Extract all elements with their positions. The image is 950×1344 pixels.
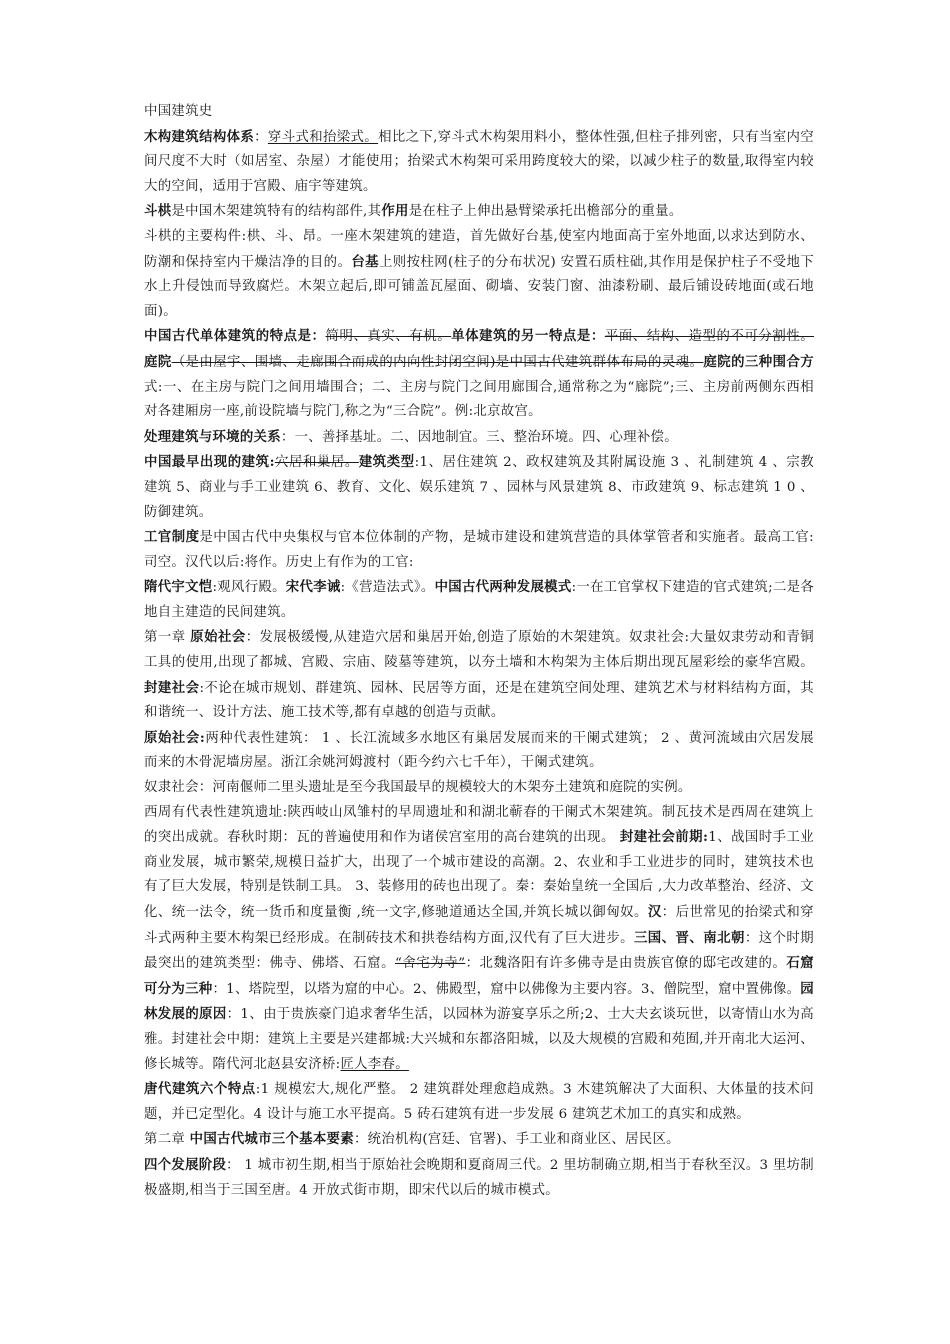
term-development-modes: 中国古代两种发展模式 [434,579,572,596]
term-four-stages: 四个发展阶段 [144,1156,227,1173]
term-platform: 台基 [351,253,379,270]
text: ： 1 城市初生期,相当于原始社会晚期和夏商周三代。2 里坊制确立期,相当于春秋至汉。3 里坊制极盛期,相当于三国至唐。4 开放式街市期，即宋代以后的城市模式。 [144,1157,814,1198]
term-official-system: 工官制度 [144,529,200,546]
text: :《营造法式》。 [340,580,435,596]
text: 是中国古代中央集权与官本位体制的产物，是城市建设和建筑营造的具体掌管者和实施者。最高工官:司空。汉代以后:将作。历史上有作为的工官: [144,530,814,570]
text: 式:一、在主房与院门之间用墙围合；二、主房与院门之间用廊围合,通常称之为“廊院”;三、主房前两侧东西相对各建厢房一座,前设院墙与院门,称之为“三合院”。例:北京故宫。 [144,379,814,420]
term-courtyard-enclosure: 庭院的三种围合方 [703,353,814,370]
text: :观风行殿。 [212,580,286,596]
underlined-text: 穿斗式和抬梁式。 [267,129,379,145]
term-garden-reasons: 园林发展的原因 [144,980,814,1023]
document-title: 中国建筑史 [144,104,213,119]
struck-text: 穴居和巢居。 [274,455,359,471]
text: 是在柱子上伸出悬臂梁承托出檐部分的重量。 [408,204,683,220]
term-three-kingdoms: 三国、晋、南北朝 [633,929,745,946]
term-primitive-society-2: 原始社会: [144,729,206,746]
paragraph-primitive-society [144,726,814,776]
text: 两种代表性建筑： 1 、长江流域多水地区有巢居发展而来的干阑式建筑； 2 、黄河流域由穴居发展而来的木骨泥墙房屋。浙江余姚河姆渡村（距今约六七千年），干阑式建筑。 [144,730,814,771]
term-function: 作用 [381,203,409,220]
text: ：1、塔院型，以塔为窟的中心。2、佛殿型，窟中以佛像为主要内容。3、僧院型，窟中置佛像。 [212,981,801,997]
text: 是中国木架建筑特有的结构部件,其 [171,204,382,220]
paragraph-wood-structure [144,125,814,200]
text: ：1、由于贵族豪门追求奢华生活，以园林为游宴享乐之所;2、士大夫玄谈玩世，以寄情山水为高雅。封建社会中期：建筑上主要是兴建都城:大兴城和东都洛阳城，以及大规模的宫殿和苑囿,并开南北大运河、修长城等。隋代河北赵县安济桥: [144,1007,814,1072]
text: 斗栱的主要构件:栱、斗、昂。一座木架建筑的建造，首先做好台基,使室内地面高于室外地面,以求达到防水、防潮和保持室内干燥洁净的目的。 [144,228,814,270]
term-han: 汉 [647,904,662,920]
chapter-label: 第一章 [144,630,191,646]
document-page [144,100,814,1203]
paragraph-chapter-one [144,625,814,725]
paragraph-single-building [144,324,814,424]
paragraph-official-system [144,525,814,575]
paragraph-officials [144,575,814,625]
term-earliest-building: 中国最早出现的建筑: [144,454,275,471]
text: :一在工官掌权下建造的官式建筑;二是各地自主建造的民间建筑。 [144,580,815,620]
paragraph-western-zhou [144,801,814,1078]
text: ：这个时期最突出的建筑类型：佛寺、佛塔、石窟。 [144,930,814,972]
text: 上则按柱网(柱子的分布状况) 安置石质柱础,其作用是保护柱子不受地下水上升侵蚀而导致腐烂。木架立起后,即可铺盖瓦屋面、砌墙、安装门窗、油漆粉刷、最后铺设砖地面(或石地面)。 [144,254,814,319]
term-feudal-society: 封建社会 [144,679,200,696]
struck-text: “舍宅为寺” [395,956,466,972]
text: ： [254,129,268,145]
text: ：统治机构(宫廷、官署)、手工业和商业区、居民区。 [353,1132,680,1148]
text: :1、居住建筑 2、政权建筑及其附属设施 3 、礼制建筑 4 、宗教建筑 5、商业与手工业建筑 6、教育、文化、娱乐建筑 7 、园林与风景建筑 8、市政建筑 9、标志建筑 1 0 、防御建筑。 [144,455,814,520]
term-li-jie: 宋代李诫 [285,579,341,596]
term-single-building-other: 单体建筑的另一特点是： [451,328,605,345]
paragraph-dougong-components [144,225,814,324]
text: ：北魏洛阳有许多佛寺是由贵族官僚的邸宅改建的。 [465,956,787,972]
struck-text: （是由屋宇、围墙、走廊围合而成的内向性封闭空间)是中国古代建筑群体布局的灵魂。 [171,354,704,370]
term-single-building-features: 中国古代单体建筑的特点是： [144,328,326,345]
term-yuwen-kai: 隋代宇文恺 [144,579,213,596]
text: :不论在城市规划、群建筑、园林、民居等方面，还是在建筑空间处理、建筑艺术与材料结构方面，其和谐统一、设计方法、施工技术等,都有卓越的创造与贡献。 [144,680,814,721]
term-wood-structure: 木构建筑结构体系 [144,128,255,145]
term-dougong: 斗栱 [144,203,172,220]
text: ：后世常见的抬梁式和穿斗式两种主要木构架已经形成。在制砖技术和拱卷结构方面,汉代有了巨大进步。 [144,905,814,946]
term-city-elements: 中国古代城市三个基本要素 [189,1131,354,1148]
underlined-text: 匠人李春。 [340,1056,409,1072]
paragraph-environment [144,425,814,451]
text: ：一、善择基址。二、因地制宜。三、整治环境。四、心理补偿。 [280,429,678,445]
text: ：发展极缓慢,从建造穴居和巢居开始,创造了原始的木架建筑。奴隶社会:大量奴隶劳动和青铜工具的使用,出现了都城、宫殿、宗庙、陵墓等建筑，以夯土墙和木构架为主体后期出现瓦屋彩绘的豪华宫殿。 [144,630,814,671]
term-early-feudal: 封建社会前期: [614,829,709,846]
text: :1 规模宏大,规化严整。 2 建筑群处理愈趋成熟。3 木建筑解决了大面积、大体量的技术问题，并已定型化。4 设计与施工水平提高。5 砖石建筑有进一步发展 6 建筑艺术加工的真实和成熟。 [144,1082,814,1122]
text: 西周有代表性建筑遗址:陕西岐山凤雏村的早周遗址和和湖北蕲春的干阑式木架建筑。制瓦技术是西周在建筑上的突出成就。春秋时期：瓦的普遍使用和作为诸侯宫室用的高台建筑的出现。 [144,804,814,846]
text: 奴隶社会：河南偃师二里头遗址是至今我国最早的规模较大的木架夯土建筑和庭院的实例。 [144,780,692,796]
term-primitive-society: 原始社会 [190,629,246,646]
text: 1、战国时手工业商业发展，城市繁荣,规模日益扩大，出现了一个城市建设的高潮。2、农业和手工业进步的同时，建筑技术也有了巨大发展，特别是铁制工具。 3、装修用的砖也出现了。秦：秦始皇统一全国后 ,大力改革整治、经济、文化、统一法令，统一货币和度量衡 ,统一文字,修驰道通达全国,并筑长城以御匈奴。 [144,830,814,920]
paragraph-tang [144,1077,814,1127]
chapter-label: 第二章 [144,1132,190,1148]
term-grottoes: 石窟可分为三种 [144,955,814,997]
paragraph-chapter-two [144,1127,814,1153]
term-environment: 处理建筑与环境的关系 [144,428,281,445]
term-tang-features: 唐代建筑六个特点 [144,1081,256,1098]
paragraph-earliest-building [144,450,814,525]
paragraph-four-stages [144,1153,814,1203]
struck-text: 平面、结构、造型的不可分割性。 [604,329,814,345]
text: 相比之下,穿斗式木构架用料小，整体性强,但柱子排列密，只有当室内空间尺度不大时（如居室、杂屋）才能使用；抬梁式木构架可采用跨度较大的梁，以减少柱子的数量,取得室内较大的空间，适用于宫殿、庙宇等建筑。 [144,129,815,194]
paragraph-slave-society [144,776,814,801]
paragraph-dougong [144,199,814,225]
struck-text: 简明、真实、有机。 [325,329,452,345]
term-building-types: 建筑类型 [358,454,415,471]
term-courtyard: 庭院 [144,353,172,370]
